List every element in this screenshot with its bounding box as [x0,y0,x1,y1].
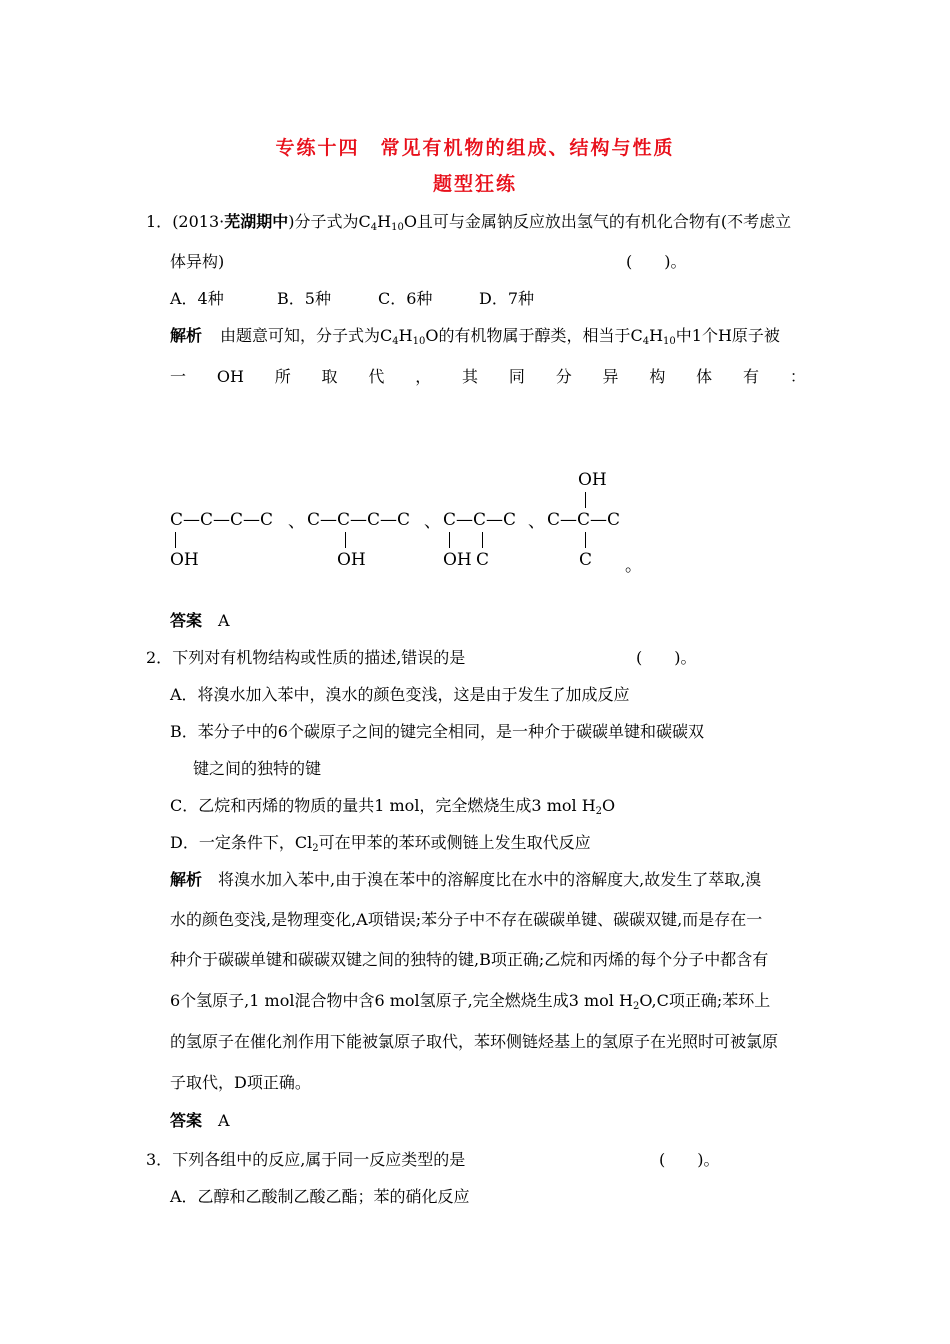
q2-answer-label: 答案 [170,1111,203,1130]
q1-answer [170,611,230,631]
q2-option-d [170,833,591,853]
q1-analysis-word: 体 [696,367,713,386]
q2-analysis-line2: 水的颜色变浅,是物理变化,A项错误;苯分子中不存在碳碳单键、碳碳双键,而是存在一 [170,910,763,929]
page-title: 专练十四 常见有机物的组成、结构与性质 [275,137,675,159]
structure-3-chain: C—C—C [443,510,517,530]
q1-analysis-sub-10a: 10 [412,336,426,347]
q1-analysis-word: 代 [368,367,385,386]
structure-4-chain: C—C—C [547,510,621,530]
structures-end: 。 [625,556,642,576]
q1-analysis-c: 中1个H原子被 [675,326,780,345]
q2-option-c-a: C．乙烷和丙烯的物质的量共1 mol，完全燃烧生成3 mol H [170,796,596,815]
q1-analysis-word: 构 [649,367,666,386]
q2-option-a: A．将溴水加入苯中，溴水的颜色变浅，这是由于发生了加成反应 [170,685,630,704]
q2-option-c-b: O [602,796,616,815]
q1-answer-blank: ( )。 [626,252,687,271]
q1-analysis-word: 所 [274,367,291,386]
q2-analysis-l4-a: 6个氢原子,1 mol混合物中含6 mol氢原子,完全燃烧生成3 mol H [170,991,633,1010]
q1-option-b: B．5种 [277,289,331,308]
q2-option-c-sub: 2 [595,806,603,817]
q3-number: 3． [146,1150,173,1169]
separator-2: 、 [424,512,441,532]
q1-analysis-h-a: H [398,326,413,345]
q1-analysis-word: 分 [555,367,572,386]
structure-1-chain: C—C—C—C [170,510,274,530]
q1-sub-4: 4 [370,222,378,233]
q1-analysis-b: O的有机物属于醇类，相当于C [425,326,643,345]
q3-option-a: A．乙醇和乙酸制乙酸乙酯；苯的硝化反应 [170,1187,470,1206]
separator-1: 、 [288,512,305,532]
structure-2-oh: OH [337,550,366,570]
q1-stem-line2: 体异构) [170,252,225,271]
q2-analysis-line5: 的氢原子在催化剂作用下能被氯原子取代，苯环侧链烃基上的氢原子在光照时可被氯原 [170,1032,779,1051]
q2-analysis-line1 [170,870,761,890]
q1-source-close: ) [288,212,295,231]
q2-option-b-line1: B．苯分子中的6个碳原子之间的键完全相同，是一种介于碳碳单键和碳碳双 [170,722,704,741]
page-subtitle: 题型狂练 [432,173,517,195]
q1-text-b: O且可与金属钠反应放出氢气的有机化合物有(不考虑立 [403,212,792,231]
q2-stem-text: 下列对有机物结构或性质的描述,错误的是 [172,648,466,667]
structure-3-oh: OH [443,550,472,570]
q1-text-h: H [377,212,392,231]
q2-number: 2． [146,648,173,667]
separator-3: 、 [528,512,545,532]
q2-option-d-b: 可在甲苯的苯环或侧链上发生取代反应 [318,833,591,852]
q2-analysis-l4-b: O,C项正确;苯环上 [639,991,771,1010]
q2-option-d-sub: 2 [312,843,319,854]
q1-analysis-word: OH [216,367,244,386]
structure-3-bond-oh [449,532,450,548]
q2-analysis-label: 解析 [170,870,203,889]
q1-analysis-label: 解析 [170,326,203,345]
q1-analysis-word: ： [789,367,806,386]
q1-option-c: C．6种 [378,289,433,308]
q1-option-a: A．4种 [170,289,224,308]
q1-analysis-word: 一 [170,367,187,386]
q2-option-b-line2: 键之间的独特的键 [193,759,322,778]
q1-analysis-word: ， [415,367,432,386]
q1-analysis-word: 取 [321,367,338,386]
structure-4-bond-bottom [585,532,586,548]
structure-4-bond-top [585,492,586,508]
structure-4-oh: OH [578,470,607,490]
q2-answer [170,1111,230,1131]
q1-analysis-line1 [170,326,780,346]
q3-stem [146,1150,465,1170]
q1-analysis-sub-4b: 4 [642,336,650,347]
q2-analysis-line3: 种介于碳碳单键和碳碳双键之间的独特的键,B项正确;乙烷和丙烯的每个分子中都含有 [170,950,769,969]
q2-answer-blank: ( )。 [636,648,697,667]
q1-option-d: D．7种 [479,289,535,308]
q2-stem [146,648,465,668]
q1-analysis-word: 有 [743,367,760,386]
q2-analysis-line4 [170,991,770,1011]
structure-1-bond [175,532,176,548]
structure-2-bond [345,532,346,548]
q1-analysis-a: 由题意可知，分子式为C [220,326,393,345]
q2-analysis-text-1: 将溴水加入苯中,由于溴在苯中的溶解度比在水中的溶解度大,故发生了萃取,溴 [218,870,762,889]
q1-stem-line1 [146,212,791,232]
q1-answer-value: A [218,611,230,630]
q1-text-a: 分子式为C [294,212,371,231]
q1-number: 1． [146,212,173,231]
structure-3-bond-c [482,532,483,548]
q3-stem-text: 下列各组中的反应,属于同一反应类型的是 [172,1150,466,1169]
isomer-structures [170,470,650,580]
q1-source: 芜湖期中 [224,212,289,231]
structure-2-chain: C—C—C—C [307,510,411,530]
q1-sub-10: 10 [391,222,404,233]
q1-analysis-word: 其 [462,367,479,386]
q1-analysis-h-b: H [649,326,664,345]
q2-analysis-l4-sub: 2 [632,1001,640,1012]
q1-analysis-sub-4a: 4 [392,336,399,347]
structure-4-c: C [579,550,593,570]
q1-analysis-word: 异 [602,367,619,386]
q1-answer-label: 答案 [170,611,203,630]
q2-option-d-a: D．一定条件下，Cl [170,833,313,852]
q1-source-open: (2013· [172,212,225,231]
structure-1-oh: OH [170,550,199,570]
structure-3-c: C [476,550,490,570]
q2-answer-value: A [218,1111,230,1130]
q1-analysis-sub-10b: 10 [663,336,676,347]
q2-option-c [170,796,615,816]
q1-analysis-line2 [170,367,806,387]
q1-analysis-word: 同 [508,367,525,386]
q3-answer-blank: ( )。 [659,1150,720,1169]
q2-analysis-line6: 子取代，D项正确。 [170,1073,311,1092]
